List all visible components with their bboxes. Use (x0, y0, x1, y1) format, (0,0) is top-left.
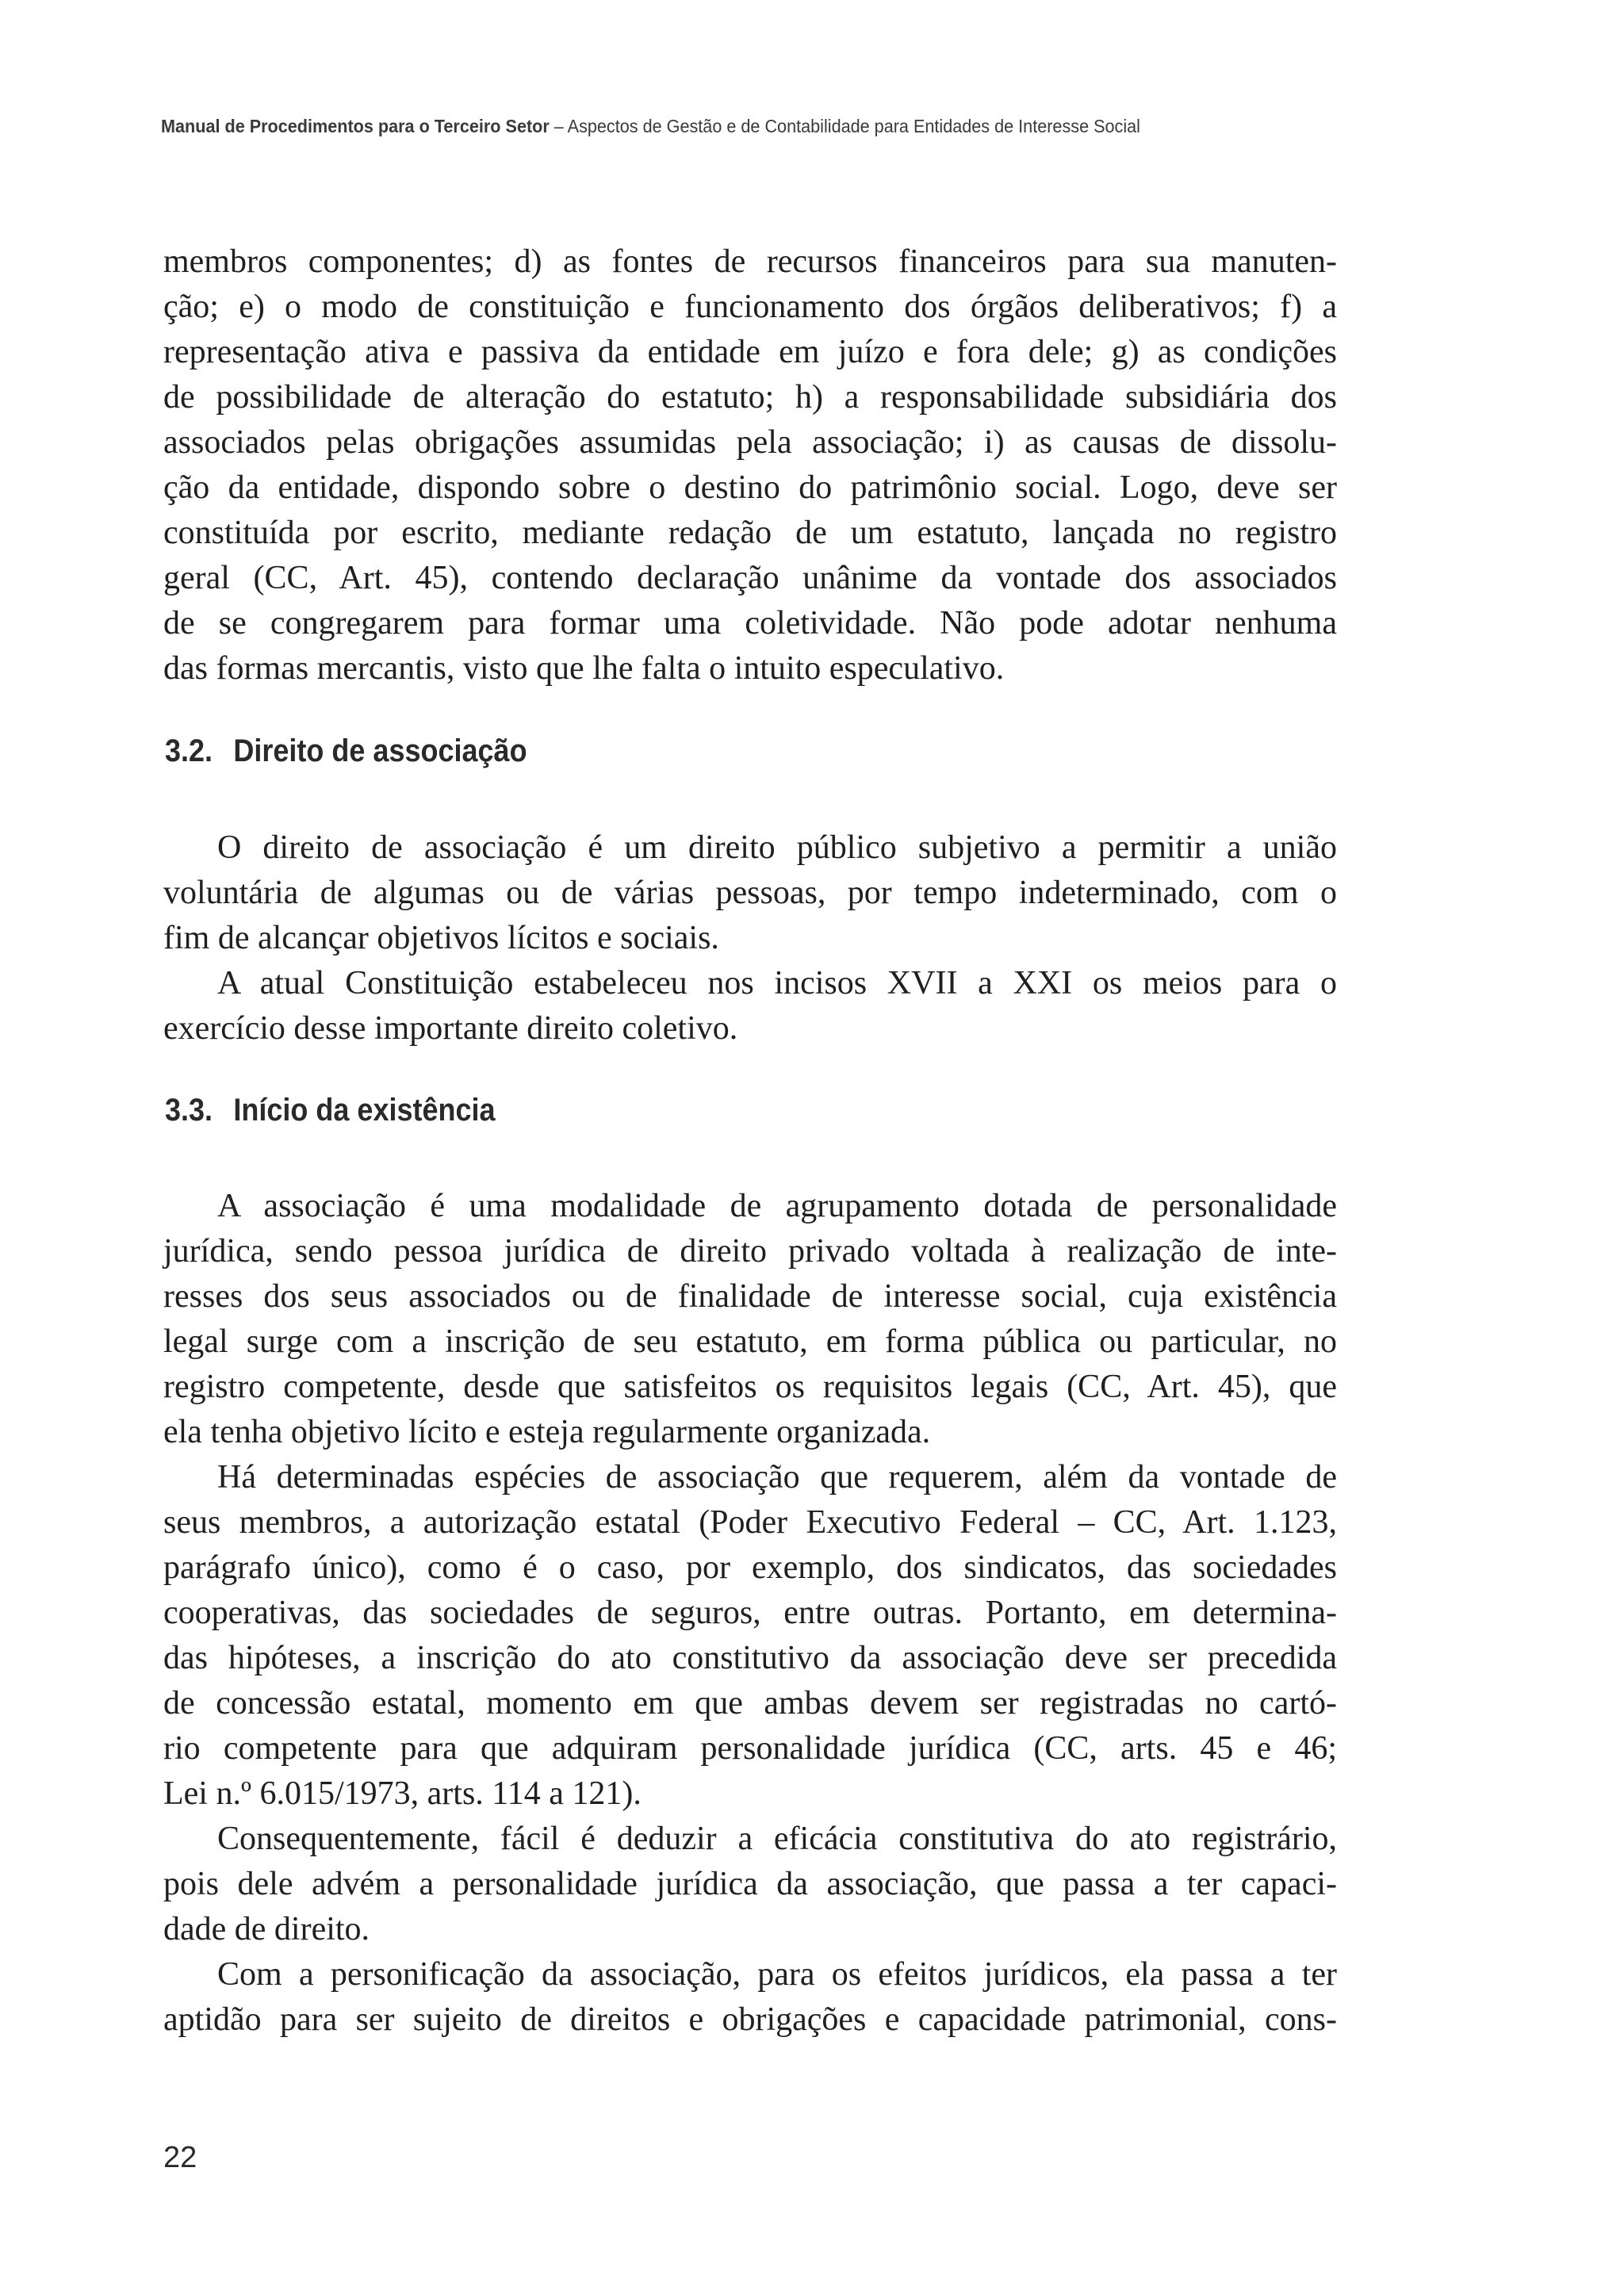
running-header-subtitle: Aspectos de Gestão e de Contabilidade para Entidades de Interesse Social (567, 116, 1140, 136)
section-heading-3-2 (165, 733, 527, 769)
section-3-3-body (163, 1184, 1337, 2043)
text-line: ela tenha objetivo lícito e esteja regularmente organizada. (163, 1414, 931, 1450)
text-line: das formas mercantis, visto que lhe falta o intuito especulativo. (163, 650, 1005, 687)
running-header (161, 116, 1428, 137)
text-line: A atual Constituição estabeleceu nos incisos XVII a XXI os meios para o (217, 965, 1337, 1001)
running-header-separator: – (549, 116, 568, 136)
text-line: de se congregarem para formar uma coletividade. Não pode adotar nenhuma (163, 605, 1337, 641)
text-line: jurídica, sendo pessoa jurídica de direito privado voltada à realização de inte- (163, 1233, 1337, 1270)
text-line: Consequentemente, fácil é deduzir a eficácia constitutiva do ato registrário, (217, 1821, 1337, 1857)
text-line: aptidão para ser sujeito de direitos e obrigações e capacidade patrimonial, cons- (163, 2001, 1337, 2038)
text-line: das hipóteses, a inscrição do ato constitutivo da associação deve ser precedida (163, 1640, 1337, 1676)
text-line: Há determinadas espécies de associação que requerem, além da vontade de (217, 1459, 1337, 1495)
text-line: membros componentes; d) as fontes de recursos financeiros para sua manuten- (163, 243, 1337, 280)
text-line: registro competente, desde que satisfeitos os requisitos legais (CC, Art. 45), que (163, 1369, 1337, 1405)
text-line: Com a personificação da associação, para os efeitos jurídicos, ela passa a ter (217, 1956, 1337, 1993)
text-line: seus membros, a autorização estatal (Poder Executivo Federal – CC, Art. 1.123, (163, 1504, 1337, 1541)
text-line: de concessão estatal, momento em que ambas devem ser registradas no cartó- (163, 1685, 1337, 1721)
text-line: ção da entidade, dispondo sobre o destino do patrimônio social. Logo, deve ser (163, 469, 1337, 506)
text-line: O direito de associação é um direito público subjetivo a permitir a união (217, 829, 1337, 866)
text-line: cooperativas, das sociedades de seguros, entre outras. Portanto, em determina- (163, 1595, 1337, 1631)
text-line: de possibilidade de alteração do estatuto; h) a responsabilidade subsidiária dos (163, 379, 1337, 416)
page-number: 22 (163, 2141, 197, 2174)
text-line: ção; e) o modo de constituição e funcionamento dos órgãos deliberativos; f) a (163, 289, 1337, 325)
text-line: parágrafo único), como é o caso, por exemplo, dos sindicatos, das sociedades (163, 1549, 1337, 1586)
text-line: A associação é uma modalidade de agrupamento dotada de personalidade (217, 1188, 1337, 1224)
text-line: geral (CC, Art. 45), contendo declaração unânime da vontade dos associados (163, 560, 1337, 596)
text-line: voluntária de algumas ou de várias pessoas, por tempo indeterminado, com o (163, 875, 1337, 911)
section-number: 3.2. (165, 733, 213, 768)
section-number: 3.3. (165, 1093, 213, 1128)
section-title: Direito de associação (233, 733, 527, 768)
text-line: Lei n.º 6.015/1973, arts. 114 a 121). (163, 1775, 642, 1812)
text-line: pois dele advém a personalidade jurídica da associação, que passa a ter capaci- (163, 1866, 1337, 1902)
text-line: representação ativa e passiva da entidade em juízo e fora dele; g) as condições (163, 334, 1337, 370)
text-line: constituída por escrito, mediante redação de um estatuto, lançada no registro (163, 515, 1337, 551)
text-line: dade de direito. (163, 1911, 370, 1947)
text-line: exercício desse importante direito coletivo. (163, 1010, 738, 1047)
paragraph-continuation (163, 239, 1337, 691)
running-header-title: Manual de Procedimentos para o Terceiro Setor (161, 116, 550, 136)
text-line: associados pelas obrigações assumidas pela associação; i) as causas de dissolu- (163, 424, 1337, 461)
text-line: rio competente para que adquiram personalidade jurídica (CC, arts. 45 e 46; (163, 1730, 1337, 1767)
section-title: Início da existência (233, 1093, 496, 1128)
text-line: fim de alcançar objetivos lícitos e sociais. (163, 920, 719, 956)
section-3-2-body (163, 825, 1337, 1051)
text-line: resses dos seus associados ou de finalidade de interesse social, cuja existência (163, 1278, 1337, 1315)
section-heading-3-3 (165, 1093, 496, 1128)
text-line: legal surge com a inscrição de seu estatuto, em forma pública ou particular, no (163, 1323, 1337, 1360)
